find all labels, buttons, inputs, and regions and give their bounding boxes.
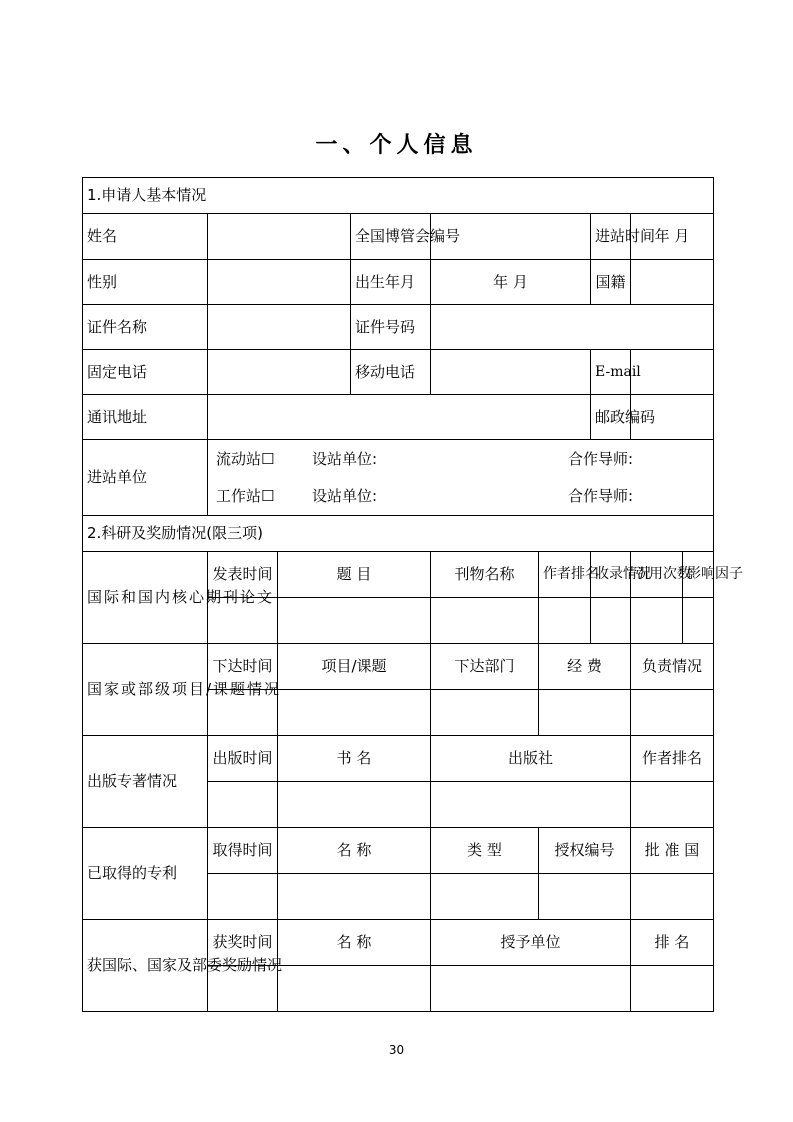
patents-cell-name[interactable]	[278, 874, 431, 920]
papers-header-journal: 刊物名称	[431, 552, 539, 598]
email-field[interactable]	[631, 350, 714, 395]
projects-cell-project[interactable]	[278, 690, 431, 736]
entry-time-field[interactable]: 年 月	[631, 214, 714, 260]
patents-header-grant-no: 授权编号	[539, 828, 631, 874]
projects-header-time: 下达时间	[208, 644, 278, 690]
papers-header-impact: 影响因子	[683, 552, 714, 598]
papers-header-citations: 引用次数	[631, 552, 683, 598]
projects-cell-department[interactable]	[431, 690, 539, 736]
projects-cell-role[interactable]	[631, 690, 714, 736]
host-unit-label-1: 设站单位:	[312, 449, 378, 468]
projects-label: 国家或部级项目/课题情况	[83, 644, 208, 736]
gender-label: 性别	[83, 260, 208, 305]
papers-cell-rank[interactable]	[539, 598, 591, 644]
papers-cell-indexed[interactable]	[591, 598, 631, 644]
awards-header-rank: 排 名	[631, 920, 714, 966]
mobile-field[interactable]	[431, 350, 591, 395]
id-no-label: 证件号码	[351, 305, 431, 350]
awards-header-time: 获奖时间	[208, 920, 278, 966]
section2-heading: 2.科研及奖励情况(限三项)	[83, 516, 714, 552]
patents-header-time: 取得时间	[208, 828, 278, 874]
patents-header-name: 名 称	[278, 828, 431, 874]
mobile-label: 移动电话	[351, 350, 431, 395]
entry-time-label: 进站时间	[591, 214, 631, 260]
projects-header-role: 负责情况	[631, 644, 714, 690]
unit-label: 进站单位	[83, 440, 208, 516]
application-form-table	[82, 177, 743, 1012]
id-name-label: 证件名称	[83, 305, 208, 350]
phone-label: 固定电话	[83, 350, 208, 395]
papers-cell-title[interactable]	[278, 598, 431, 644]
birth-label: 出生年月	[351, 260, 431, 305]
books-cell-time[interactable]	[208, 782, 278, 828]
books-header-time: 出版时间	[208, 736, 278, 782]
patents-label: 已取得的专利	[83, 828, 208, 920]
host-unit-label-2: 设站单位:	[312, 486, 378, 505]
books-header-title: 书 名	[278, 736, 431, 782]
id-no-field[interactable]	[431, 305, 714, 350]
books-header-rank: 作者排名	[631, 736, 714, 782]
email-label: E-mail	[591, 350, 631, 395]
supervisor-label-1: 合作导师:	[568, 449, 634, 468]
patents-cell-type[interactable]	[431, 874, 539, 920]
awards-cell-name[interactable]	[278, 966, 431, 1012]
id-name-field[interactable]	[208, 305, 351, 350]
patents-header-country: 批 准 国	[631, 828, 714, 874]
address-field[interactable]	[208, 395, 591, 440]
birth-field[interactable]: 年 月	[431, 260, 591, 305]
work-station-row	[208, 478, 713, 515]
work-station-checkbox[interactable]: 工作站☐	[216, 486, 275, 505]
awards-label: 获国际、国家及部委奖励情况	[83, 920, 208, 1012]
awards-cell-grantor[interactable]	[431, 966, 631, 1012]
papers-cell-journal[interactable]	[431, 598, 539, 644]
nationality-field[interactable]	[631, 260, 714, 305]
projects-cell-funding[interactable]	[539, 690, 631, 736]
patents-cell-country[interactable]	[631, 874, 714, 920]
papers-label: 国际和国内核心期刊论文	[83, 552, 208, 644]
projects-header-project: 项目/课题	[278, 644, 431, 690]
phone-field[interactable]	[208, 350, 351, 395]
books-cell-rank[interactable]	[631, 782, 714, 828]
section1-heading: 1.申请人基本情况	[83, 178, 714, 214]
papers-cell-citations[interactable]	[631, 598, 683, 644]
mobile-station-row	[208, 441, 713, 478]
name-label: 姓名	[83, 214, 208, 260]
papers-header-indexed: 收录情况	[591, 552, 631, 598]
books-label: 出版专著情况	[83, 736, 208, 828]
books-cell-title[interactable]	[278, 782, 431, 828]
papers-header-rank: 作者排名	[539, 552, 591, 598]
address-label: 通讯地址	[83, 395, 208, 440]
page-title: 一、个人信息	[315, 133, 478, 158]
patents-cell-grant-no[interactable]	[539, 874, 631, 920]
gender-field[interactable]	[208, 260, 351, 305]
postcode-label: 邮政编码	[591, 395, 631, 440]
books-cell-publisher[interactable]	[431, 782, 631, 828]
projects-header-funding: 经 费	[539, 644, 631, 690]
nationality-label: 国籍	[591, 260, 631, 305]
papers-header-time: 发表时间	[208, 552, 278, 598]
name-field[interactable]	[208, 214, 351, 260]
books-header-publisher: 出版社	[431, 736, 631, 782]
patents-cell-time[interactable]	[208, 874, 278, 920]
patents-header-type: 类 型	[431, 828, 539, 874]
awards-cell-rank[interactable]	[631, 966, 714, 1012]
papers-cell-impact[interactable]	[683, 598, 714, 644]
awards-header-name: 名 称	[278, 920, 431, 966]
member-no-label: 全国博管会编号	[351, 214, 431, 260]
mobile-station-checkbox[interactable]: 流动站☐	[216, 449, 275, 468]
projects-header-department: 下达部门	[431, 644, 539, 690]
supervisor-label-2: 合作导师:	[568, 486, 634, 505]
awards-header-grantor: 授予单位	[431, 920, 631, 966]
papers-header-title: 题 目	[278, 552, 431, 598]
unit-field	[208, 440, 714, 516]
page-number: 30	[388, 1043, 405, 1057]
